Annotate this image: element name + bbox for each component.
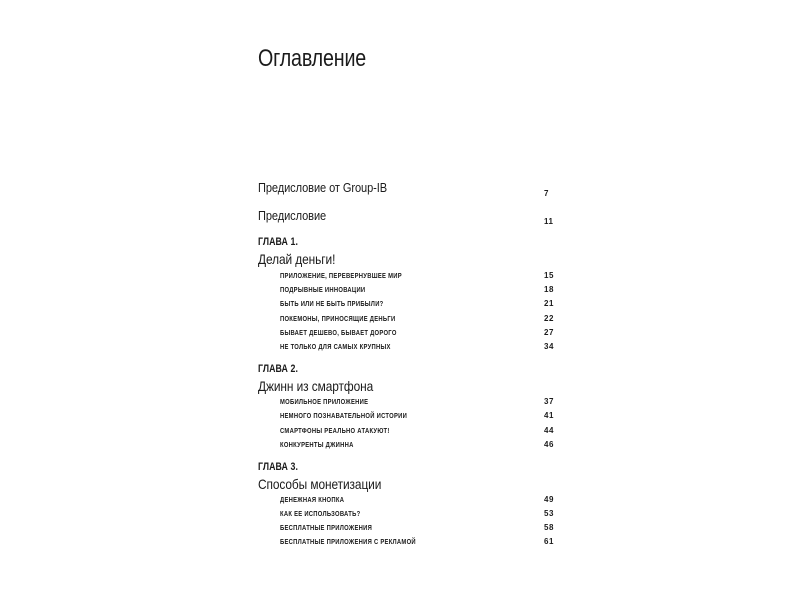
toc-entry-page: 34 (544, 342, 554, 351)
toc-entry-label: БЕСПЛАТНЫЕ ПРИЛОЖЕНИЯ (280, 523, 373, 532)
toc-entry-page: 11 (544, 216, 554, 226)
toc-entry-page: 49 (544, 495, 554, 504)
toc-entry-label: НЕ ТОЛЬКО ДЛЯ САМЫХ КРУПНЫХ (280, 342, 391, 351)
toc-entry-label: БЫТЬ ИЛИ НЕ БЫТЬ ПРИБЫЛИ? (280, 299, 384, 308)
toc-entry-label: ПОКЕМОНЫ, ПРИНОСЯЩИЕ ДЕНЬГИ (280, 314, 396, 323)
toc-entry-label: СМАРТФОНЫ РЕАЛЬНО АТАКУЮТ! (280, 426, 390, 435)
chapter-number: ГЛАВА 3. (258, 461, 298, 473)
toc-entry-page: 15 (544, 271, 554, 280)
toc-entry-label: НЕМНОГО ПОЗНАВАТЕЛЬНОЙ ИСТОРИИ (280, 411, 408, 420)
page-title: Оглавление (258, 45, 367, 72)
toc-entry-label: ПОДРЫВНЫЕ ИННОВАЦИИ (280, 285, 366, 294)
toc-entry-page: 27 (544, 328, 554, 337)
toc-entry-label: ДЕНЕЖНАЯ КНОПКА (280, 495, 345, 504)
chapter-title: Делай деньги! (258, 251, 336, 267)
toc-entry-label: Предисловие (258, 208, 327, 223)
toc-entry-page: 44 (544, 426, 554, 435)
toc-entry-page: 18 (544, 285, 554, 294)
toc-entry-label: БЕСПЛАТНЫЕ ПРИЛОЖЕНИЯ С РЕКЛАМОЙ (280, 537, 416, 546)
toc-entry-page: 37 (544, 397, 554, 406)
toc-entry-label: Предисловие от Group-IB (258, 180, 388, 195)
toc-entry-page: 22 (544, 314, 554, 323)
toc-entry-page: 7 (544, 188, 549, 198)
chapter-number: ГЛАВА 2. (258, 363, 298, 375)
toc-entry-page: 53 (544, 509, 554, 518)
toc-entry-label: КАК ЕЕ ИСПОЛЬЗОВАТЬ? (280, 509, 361, 518)
toc-entry-label: МОБИЛЬНОЕ ПРИЛОЖЕНИЕ (280, 397, 369, 406)
toc-entry-page: 58 (544, 523, 554, 532)
toc-entry-label: БЫВАЕТ ДЕШЕВО, БЫВАЕТ ДОРОГО (280, 328, 397, 337)
toc-entry-page: 41 (544, 411, 554, 420)
toc-entry-page: 46 (544, 440, 554, 449)
toc-entry-page: 61 (544, 537, 554, 546)
chapter-title: Джинн из смартфона (258, 378, 374, 394)
toc-entry-label: ПРИЛОЖЕНИЕ, ПЕРЕВЕРНУВШЕЕ МИР (280, 271, 402, 280)
chapter-title: Способы монетизации (258, 476, 382, 492)
toc-entry-label: КОНКУРЕНТЫ ДЖИННА (280, 440, 354, 449)
chapter-number: ГЛАВА 1. (258, 236, 298, 248)
toc-entry-page: 21 (544, 299, 554, 308)
